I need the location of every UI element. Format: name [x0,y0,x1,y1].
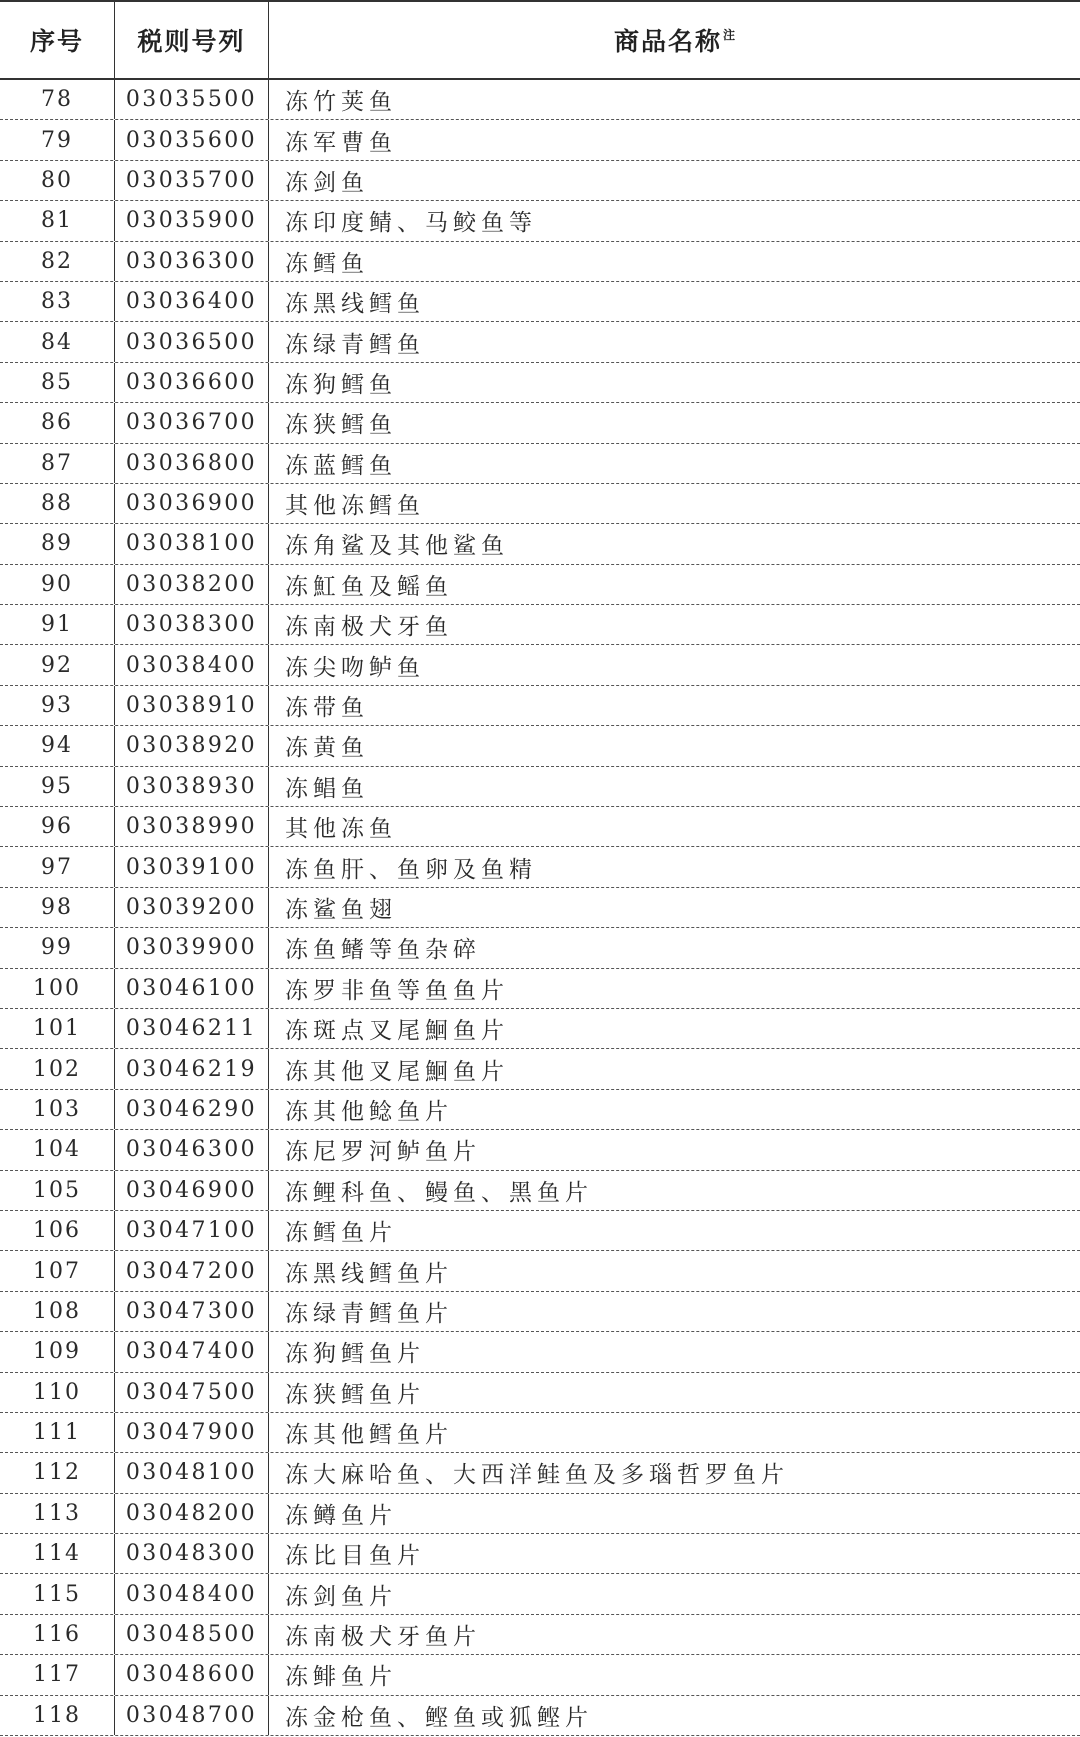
table-row [0,1615,1080,1655]
table-header [0,0,1080,80]
header-name-note: 注 [723,27,736,42]
row-seq-cell [0,80,115,119]
row-seq-cell [0,161,115,200]
row-seq-cell [0,928,115,967]
row-seq: 90 [41,571,73,597]
row-seq: 80 [41,167,73,193]
row-name-cell [269,726,1080,765]
row-code-cell [115,928,269,967]
row-code: 03038990 [125,814,258,840]
row-seq: 99 [41,935,73,961]
row-name: 冻鲱鱼片 [285,1664,397,1691]
row-code: 03035500 [125,87,258,113]
row-code-cell [115,120,269,159]
row-code-cell [115,969,269,1008]
table-row [0,726,1080,766]
row-code-cell [115,1090,269,1129]
row-name-cell [269,1696,1080,1735]
row-seq-cell [0,1655,115,1694]
row-name: 冻罗非鱼等鱼鱼片 [285,977,509,1004]
row-name: 冻黑线鳕鱼 [285,291,425,318]
row-seq: 107 [33,1258,81,1284]
row-name: 冻尖吻鲈鱼 [285,654,425,681]
row-seq: 106 [33,1218,81,1244]
row-code-cell [115,1009,269,1048]
row-seq: 96 [41,814,73,840]
row-name: 冻狭鳕鱼 [285,412,397,439]
header-cell-seq [0,2,115,78]
row-seq: 87 [41,450,73,476]
row-code: 03035900 [125,208,258,234]
row-name-cell [269,1373,1080,1412]
row-seq-cell [0,1130,115,1169]
row-name-cell [269,282,1080,321]
header-seq-label: 序号 [29,27,84,56]
row-name: 冻角鲨及其他鲨鱼 [285,533,509,560]
row-seq: 88 [41,491,73,517]
row-seq-cell [0,726,115,765]
table-row [0,1171,1080,1211]
row-name-cell [269,524,1080,563]
row-seq: 100 [33,975,81,1001]
row-seq-cell [0,686,115,725]
row-code: 03046300 [125,1137,258,1163]
row-seq: 93 [41,693,73,719]
table-row [0,888,1080,928]
row-code-cell [115,605,269,644]
row-name: 其他冻鳕鱼 [285,493,425,520]
row-seq-cell [0,645,115,684]
row-name: 冻鳟鱼片 [285,1502,397,1529]
row-code: 03046211 [125,1016,258,1042]
row-seq-cell [0,1009,115,1048]
row-name-cell [269,1574,1080,1613]
row-name: 冻其他鳕鱼片 [285,1422,453,1449]
row-seq: 85 [41,369,73,395]
row-code: 03039100 [125,854,258,880]
row-name: 冻黑线鳕鱼片 [285,1260,453,1287]
row-code: 03046100 [125,975,258,1001]
table-row [0,484,1080,524]
row-name: 冻绿青鳕鱼 [285,331,425,358]
row-code-cell [115,484,269,523]
row-name-cell [269,363,1080,402]
row-seq: 101 [33,1016,81,1042]
row-seq: 82 [41,248,73,274]
row-code-cell [115,1049,269,1088]
table-row [0,1373,1080,1413]
table-row [0,120,1080,160]
row-code-cell [115,80,269,119]
row-name-cell [269,484,1080,523]
row-name: 冻鱼肝、鱼卵及鱼精 [285,856,537,883]
row-seq: 112 [33,1460,81,1486]
row-name: 冻鲤科鱼、鳗鱼、黑鱼片 [285,1179,593,1206]
row-seq: 111 [33,1420,81,1446]
row-code-cell [115,403,269,442]
row-seq-cell [0,969,115,1008]
row-seq: 118 [33,1702,81,1728]
row-code: 03047400 [125,1339,258,1365]
row-name: 冻其他叉尾鮰鱼片 [285,1058,509,1085]
row-seq: 103 [33,1096,81,1122]
row-code-cell [115,1696,269,1735]
table-row [0,1049,1080,1089]
row-name: 冻黄鱼 [285,735,369,762]
row-code: 03048700 [125,1702,258,1728]
row-seq-cell [0,888,115,927]
table-row [0,565,1080,605]
table-row [0,1453,1080,1493]
header-code-label: 税则号列 [137,27,246,56]
row-code: 03047100 [125,1218,258,1244]
row-seq-cell [0,605,115,644]
row-seq: 113 [33,1500,81,1526]
row-code-cell [115,767,269,806]
row-code-cell [115,201,269,240]
row-code: 03038400 [125,652,258,678]
row-name-cell [269,1292,1080,1331]
row-seq-cell [0,201,115,240]
row-name: 冻南极犬牙鱼片 [285,1624,481,1651]
row-code-cell [115,444,269,483]
row-code: 03046290 [125,1096,258,1122]
table-row [0,686,1080,726]
row-name-cell [269,847,1080,886]
row-name-cell [269,80,1080,119]
row-code-cell [115,1453,269,1492]
table-row [0,1292,1080,1332]
row-code-cell [115,1494,269,1533]
row-seq: 89 [41,531,73,557]
table-row [0,605,1080,645]
row-seq: 97 [41,854,73,880]
row-name-cell [269,1009,1080,1048]
row-name-cell [269,201,1080,240]
row-name-cell [269,1453,1080,1492]
row-code-cell [115,645,269,684]
row-seq: 116 [33,1622,81,1648]
row-seq: 94 [41,733,73,759]
row-seq: 81 [41,208,73,234]
row-name: 冻鱼鳍等鱼杂碎 [285,937,481,964]
row-seq-cell [0,322,115,361]
row-name-cell [269,565,1080,604]
table-row [0,1211,1080,1251]
row-name: 冻鳕鱼片 [285,1220,397,1247]
table-row [0,1696,1080,1736]
row-name-cell [269,242,1080,281]
row-name-cell [269,1211,1080,1250]
row-name: 冻斑点叉尾鮰鱼片 [285,1018,509,1045]
row-name: 冻竹荚鱼 [285,89,397,116]
row-name-cell [269,605,1080,644]
row-seq: 98 [41,895,73,920]
table-row [0,969,1080,1009]
row-code: 03035600 [125,127,258,153]
row-seq-cell [0,1090,115,1129]
row-code: 03036300 [125,248,258,274]
row-seq: 84 [41,329,73,355]
row-name: 冻剑鱼 [285,169,369,196]
row-seq: 83 [41,289,73,315]
row-name: 冻魟鱼及鳐鱼 [285,573,453,600]
table-row [0,1332,1080,1372]
row-name: 冻尼罗河鲈鱼片 [285,1139,481,1166]
row-name: 冻鲳鱼 [285,775,369,802]
row-seq: 115 [33,1581,81,1607]
row-name: 冻狗鳕鱼 [285,371,397,398]
row-code: 03047500 [125,1379,258,1405]
row-seq: 109 [33,1339,81,1365]
row-name-cell [269,1251,1080,1290]
row-seq-cell [0,282,115,321]
row-code: 03048300 [125,1541,258,1567]
row-seq-cell [0,1494,115,1533]
row-name: 冻鲨鱼翅 [285,897,397,923]
row-code-cell [115,1615,269,1654]
table-row [0,444,1080,484]
row-name-cell [269,1615,1080,1654]
row-seq: 86 [41,410,73,436]
row-code-cell [115,1655,269,1694]
row-seq-cell [0,363,115,402]
table-row [0,847,1080,887]
row-code: 03036900 [125,491,258,517]
row-name: 冻比目鱼片 [285,1543,425,1570]
row-code-cell [115,1171,269,1210]
row-name-cell [269,1090,1080,1129]
row-code: 03036500 [125,329,258,355]
row-seq-cell [0,484,115,523]
row-name-cell [269,444,1080,483]
row-name: 冻剑鱼片 [285,1583,397,1610]
row-code: 03048200 [125,1500,258,1526]
row-seq-cell [0,1171,115,1210]
row-code-cell [115,847,269,886]
row-seq-cell [0,1211,115,1250]
row-name-cell [269,645,1080,684]
row-name-cell [269,969,1080,1008]
row-code: 03036600 [125,369,258,395]
row-code-cell [115,1251,269,1290]
table-row [0,363,1080,403]
row-code: 03038930 [125,773,258,799]
row-code: 03046900 [125,1177,258,1203]
row-code-cell [115,1211,269,1250]
row-seq-cell [0,1696,115,1735]
row-seq-cell [0,1332,115,1371]
table-row [0,322,1080,362]
table-row [0,1574,1080,1614]
table-row [0,201,1080,241]
row-code-cell [115,363,269,402]
row-code-cell [115,807,269,846]
row-code-cell [115,726,269,765]
row-name-cell [269,1332,1080,1371]
row-code-cell [115,1292,269,1331]
row-seq-cell [0,1615,115,1654]
row-name-cell [269,807,1080,846]
header-cell-code [115,2,269,78]
table-row [0,1090,1080,1130]
row-code-cell [115,524,269,563]
table-row [0,1655,1080,1695]
row-name-cell [269,1494,1080,1533]
row-seq-cell [0,807,115,846]
row-code: 03047200 [125,1258,258,1284]
row-code-cell [115,888,269,927]
row-seq: 79 [41,127,73,153]
table-row [0,928,1080,968]
table-row [0,807,1080,847]
table-row [0,80,1080,120]
row-code-cell [115,1130,269,1169]
row-code: 03048600 [125,1662,258,1688]
table-row [0,524,1080,564]
table-row [0,767,1080,807]
row-name: 其他冻鱼 [285,816,397,843]
table-row [0,1494,1080,1534]
row-code: 03036400 [125,289,258,315]
row-seq-cell [0,1534,115,1573]
row-code-cell [115,242,269,281]
row-code: 03047300 [125,1298,258,1324]
table-row [0,1130,1080,1170]
row-code-cell [115,1574,269,1613]
row-seq: 92 [41,652,73,678]
row-name-cell [269,1130,1080,1169]
row-code: 03039900 [125,935,258,961]
row-seq-cell [0,767,115,806]
header-cell-name [269,2,1080,78]
row-code: 03048400 [125,1581,258,1607]
row-seq-cell [0,1574,115,1613]
row-code-cell [115,565,269,604]
row-name: 冻印度鲭、马鲛鱼等 [285,210,537,237]
row-name: 冻蓝鳕鱼 [285,452,397,479]
row-name-cell [269,686,1080,725]
row-name: 冻大麻哈鱼、大西洋鲑鱼及多瑙哲罗鱼片 [285,1462,789,1489]
row-seq: 105 [33,1177,81,1203]
row-name: 冻金枪鱼、鲣鱼或狐鲣片 [285,1704,593,1731]
row-name: 冻绿青鳕鱼片 [285,1300,453,1327]
row-seq: 95 [41,773,73,799]
row-code: 03038300 [125,612,258,638]
row-name-cell [269,1413,1080,1452]
row-name: 冻南极犬牙鱼 [285,614,453,641]
row-code-cell [115,1534,269,1573]
row-code: 03039200 [125,895,258,920]
table-body [0,80,1080,1736]
row-code: 03035700 [125,167,258,193]
row-seq: 91 [41,612,73,638]
row-code-cell [115,1413,269,1452]
row-name: 冻鳕鱼 [285,250,369,277]
header-name-label: 商品名称 [613,27,722,56]
row-code-cell [115,1373,269,1412]
row-name-cell [269,928,1080,967]
table-row [0,1251,1080,1291]
row-seq: 110 [33,1379,81,1405]
row-seq-cell [0,1413,115,1452]
row-code: 03036700 [125,410,258,436]
row-name: 冻狭鳕鱼片 [285,1381,425,1408]
row-code: 03038100 [125,531,258,557]
row-code: 03038910 [125,693,258,719]
row-seq-cell [0,242,115,281]
row-name-cell [269,161,1080,200]
row-name-cell [269,322,1080,361]
row-name-cell [269,1655,1080,1694]
row-seq: 117 [33,1662,81,1688]
table-row [0,161,1080,201]
row-code: 03038920 [125,733,258,759]
row-name: 冻狗鳕鱼片 [285,1341,425,1368]
table-row [0,1413,1080,1453]
row-name: 冻其他鲶鱼片 [285,1098,453,1125]
row-code-cell [115,322,269,361]
row-seq: 78 [41,87,73,113]
row-seq: 108 [33,1298,81,1324]
row-seq-cell [0,847,115,886]
row-seq-cell [0,1453,115,1492]
row-code-cell [115,686,269,725]
row-code-cell [115,161,269,200]
table-row [0,403,1080,443]
row-seq-cell [0,524,115,563]
table-row [0,242,1080,282]
row-name-cell [269,767,1080,806]
row-code: 03048100 [125,1460,258,1486]
row-code-cell [115,282,269,321]
row-name-cell [269,888,1080,927]
row-code: 03046219 [125,1056,258,1082]
row-name-cell [269,1049,1080,1088]
row-name-cell [269,120,1080,159]
row-seq-cell [0,403,115,442]
row-code: 03038200 [125,571,258,597]
row-code: 03036800 [125,450,258,476]
table-row [0,645,1080,685]
row-seq-cell [0,565,115,604]
row-name: 冻军曹鱼 [285,129,397,156]
row-seq: 114 [33,1541,81,1567]
table-row [0,1534,1080,1574]
row-code: 03047900 [125,1420,258,1446]
row-name-cell [269,403,1080,442]
row-name: 冻带鱼 [285,695,369,722]
row-seq-cell [0,1049,115,1088]
table-row [0,1009,1080,1049]
row-seq: 102 [33,1056,81,1082]
row-name-cell [269,1171,1080,1210]
row-seq: 104 [33,1137,81,1163]
row-seq-cell [0,444,115,483]
row-seq-cell [0,1373,115,1412]
row-code: 03048500 [125,1622,258,1648]
row-name-cell [269,1534,1080,1573]
row-seq-cell [0,1292,115,1331]
row-seq-cell [0,120,115,159]
row-code-cell [115,1332,269,1371]
table-row [0,282,1080,322]
row-seq-cell [0,1251,115,1290]
